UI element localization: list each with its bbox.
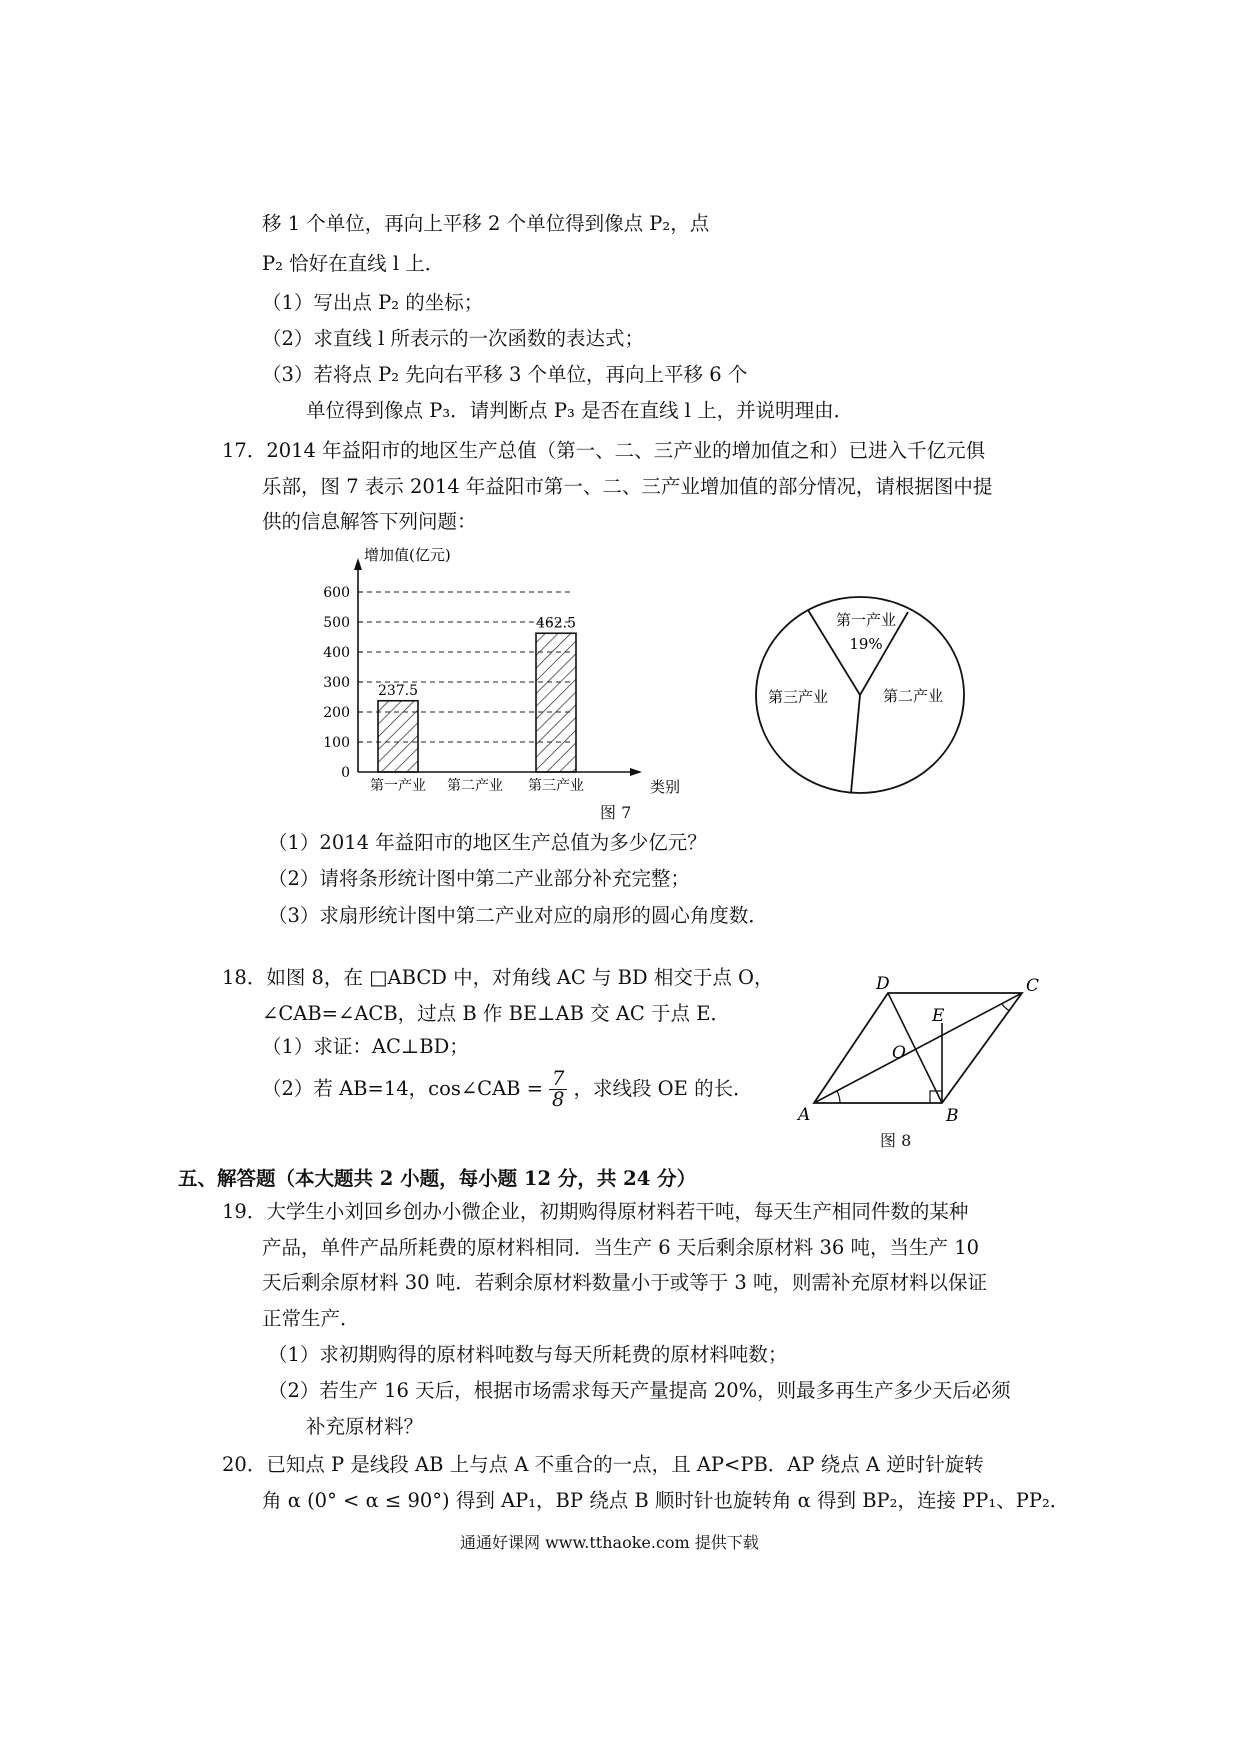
y-tick-label: 400 [323, 645, 350, 661]
q16-sub3b: 单位得到像点 P₃．请判断点 P₃ 是否在直线 l 上，并说明理由． [306, 399, 854, 422]
fig8-caption: 图 8 [880, 1131, 912, 1150]
pie-chart [750, 590, 970, 800]
parallelogram-figure [790, 975, 1050, 1125]
q19-line4: 正常生产． [262, 1307, 360, 1330]
point-label-b: B [946, 1106, 959, 1125]
point-label-c: C [1026, 976, 1040, 996]
pie-label-primary: 第一产业 [835, 611, 897, 629]
q17-sub2: （2）请将条形统计图中第二产业部分补充完整； [268, 867, 690, 890]
x-axis-arrow [630, 768, 642, 776]
q16-sub1: （1）写出点 P₂ 的坐标； [262, 291, 484, 314]
fraction-7-8 [549, 1069, 567, 1110]
bar-chart-ylabel: 增加值(亿元) [364, 546, 451, 564]
fraction-denominator: 8 [552, 1088, 565, 1111]
bar-data-label: 462.5 [535, 615, 577, 632]
bar [378, 701, 418, 772]
q17-line3: 供的信息解答下列问题： [262, 510, 477, 533]
q16-sub2: （2）求直线 l 所表示的一次函数的表达式； [262, 327, 645, 350]
q18-sub2 [262, 1067, 753, 1111]
q20-line1: 20．已知点 P 是线段 AB 上与点 A 不重合的一点，且 AP<PB．AP 绕点 A 逆时针旋转 [222, 1453, 984, 1476]
x-category-label: 第一产业 [370, 778, 426, 794]
q19-line3: 天后剩余原材料 30 吨．若剩余原材料数量小于或等于 3 吨，则需补充原材料以保证 [262, 1271, 988, 1294]
point-label-a: A [798, 1105, 811, 1125]
point-label-o: O [892, 1043, 906, 1063]
pie-label-secondary: 第二产业 [882, 687, 944, 705]
fig7-caption: 图 7 [600, 803, 632, 822]
q19-sub2b: 补充原材料？ [306, 1415, 424, 1438]
q17-sub3: （3）求扇形统计图中第二产业对应的扇形的圆心角度数． [268, 904, 768, 927]
y-tick-label: 600 [323, 585, 350, 601]
y-axis-arrow [354, 558, 362, 570]
point-label-d: D [876, 975, 890, 994]
point-label-e: E [932, 1006, 945, 1026]
q18-sub1: （1）求证：AC⊥BD； [262, 1035, 469, 1058]
y-tick-label: 100 [323, 735, 350, 751]
q19-sub2a: （2）若生产 16 天后，根据市场需求每天产量提高 20%，则最多再生产多少天后必须 [268, 1379, 1011, 1402]
section-5-title: 五、解答题（本大题共 2 小题，每小题 12 分，共 24 分） [178, 1167, 697, 1190]
q20-line2: 角 α (0° < α ≤ 90°) 得到 AP₁，BP 绕点 B 顺时针也旋转角 α 得到 BP₂，连接 PP₁、PP₂． [262, 1489, 1070, 1512]
pie-value-primary: 19% [849, 635, 883, 653]
x-category-label: 第二产业 [447, 778, 503, 794]
q18-line1: 18．如图 8，在 □ABCD 中，对角线 AC 与 BD 相交于点 O， [222, 966, 774, 989]
y-tick-label: 500 [323, 615, 350, 631]
q19-line2: 产品，单件产品所耗费的原材料相同．当生产 6 天后剩余原材料 36 吨，当生产 10 [262, 1236, 980, 1259]
x-category-label: 第三产业 [528, 778, 584, 794]
q16-line2: P₂ 恰好在直线 l 上． [262, 252, 445, 275]
bar-chart [320, 540, 690, 805]
fraction-numerator: 7 [549, 1069, 567, 1090]
q16-line1: 移 1 个单位，再向上平移 2 个单位得到像点 P₂，点 [262, 212, 710, 235]
q18-sub2-pre: （2）若 AB=14，cos∠CAB = [262, 1077, 544, 1100]
pie-label-tertiary: 第三产业 [767, 688, 829, 706]
q17-sub1: （1）2014 年益阳市的地区生产总值为多少亿元？ [268, 831, 707, 854]
y-tick-label: 0 [341, 765, 350, 781]
q16-sub3a: （3）若将点 P₂ 先向右平移 3 个单位，再向上平移 6 个 [262, 363, 748, 386]
q18-line2: ∠CAB=∠ACB，过点 B 作 BE⊥AB 交 AC 于点 E． [262, 1002, 730, 1025]
q19-line1: 19．大学生小刘回乡创办小微企业，初期购得原材料若干吨，每天生产相同件数的某种 [222, 1200, 969, 1223]
q17-line1: 17．2014 年益阳市的地区生产总值（第一、二、三产业的增加值之和）已进入千亿元俱 [222, 439, 986, 462]
q18-sub2-post: ，求线段 OE 的长． [573, 1077, 753, 1100]
bar-chart-xlabel: 类别 [650, 778, 681, 796]
y-tick-label: 200 [323, 705, 350, 721]
footer-source: 通通好课网 www.tthaoke.com 提供下载 [460, 1533, 759, 1552]
q19-sub1: （1）求初期购得的原材料吨数与每天所耗费的原材料吨数； [268, 1343, 788, 1366]
bar-data-label: 237.5 [377, 682, 419, 699]
bar [536, 633, 576, 772]
y-tick-label: 300 [323, 675, 350, 691]
q17-line2: 乐部，图 7 表示 2014 年益阳市第一、二、三产业增加值的部分情况，请根据图中提 [262, 475, 993, 498]
